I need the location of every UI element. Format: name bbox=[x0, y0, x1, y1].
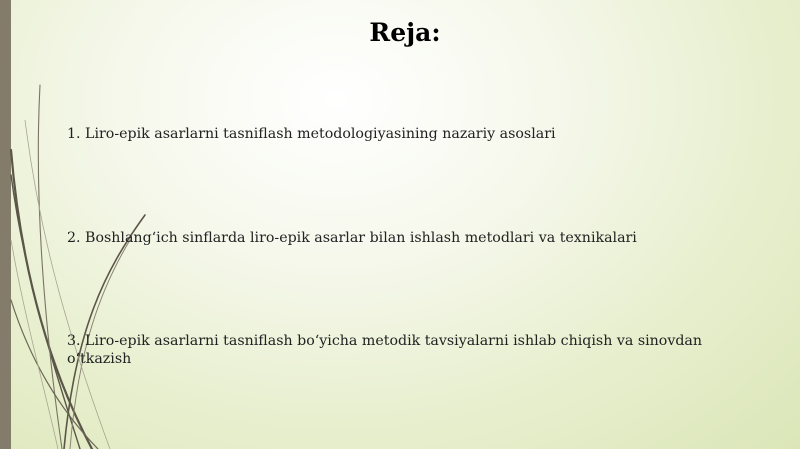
plan-item-1: 1. Liro-epik asarlarni tasniflash metodologiyasining nazariy asoslari bbox=[67, 126, 556, 142]
slide-title: Reja: bbox=[369, 18, 441, 47]
plan-item-3: 3. Liro-epik asarlarni tasniflash bo‘yicha metodik tavsiyalarni ishlab chiqish va sinovdan o‘tkazish bbox=[67, 333, 703, 367]
decorative-swoosh-lines-icon bbox=[0, 0, 160, 449]
plan-item-2: 2. Boshlang‘ich sinflarda liro-epik asarlar bilan ishlash metodlari va texnikalari bbox=[67, 230, 637, 246]
